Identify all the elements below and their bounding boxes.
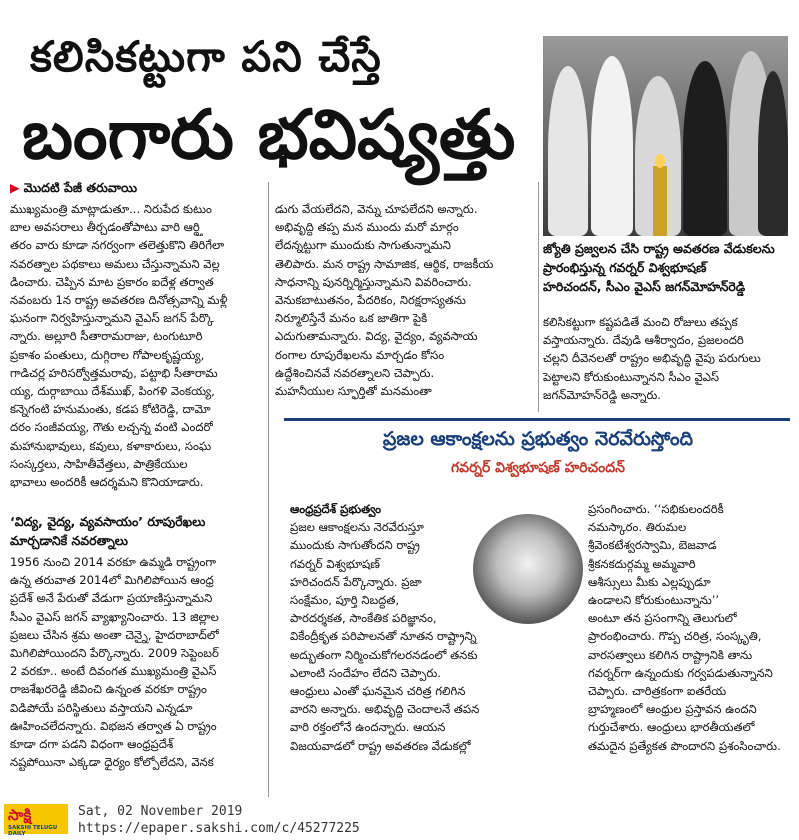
text-line: అంటూ తన ప్రసంగాన్ని తెలుగులో — [588, 611, 737, 626]
text-line: వికేంద్రీకృత పరిపాలనతో నూతన రాష్ట్రాన్ని — [290, 629, 477, 644]
subhead-line: ‘విద్య, వైద్య, వ్యవసాయం’ రూపురేఖలు — [10, 514, 206, 529]
subhead-line: మార్చడానికే నవరత్నాలు — [10, 533, 128, 548]
caption-line: ప్రారంభిస్తున్న గవర్నర్ విశ్వభూషణ్ — [543, 260, 707, 275]
text-line: తెలిపారు. మన రాష్ట్ర సామాజిక, ఆర్థిక, రాజకీయ — [275, 256, 494, 271]
box-subtitle: గవర్నర్ విశ్వభూషణ్ హరిచందన్ — [451, 460, 625, 476]
text-line: హరిచందన్ పేర్కొన్నారు. ప్రజా — [290, 574, 422, 589]
box-title: ప్రజల ఆకాంక్షలను ప్రభుత్వం నెరవేరుస్తోంది — [382, 428, 694, 450]
governor-column-right — [588, 500, 788, 755]
text-line: ఉద్దేశించినవే నవరత్నాలని చెప్పారు. — [275, 365, 435, 380]
text-line: డుగు వేయలేదని, వెన్ను చూపలేదని అన్నారు. — [275, 202, 478, 216]
text-line: విజయవాడలో రాష్ట్ర అవతరణ వేడుకల్లో — [290, 738, 471, 753]
continuation-kicker — [10, 180, 137, 199]
photo-caption — [543, 239, 788, 296]
text-line: కన్నెగంటి హనుమంతు, కడప కోటిరెడ్డి, దామో — [10, 402, 211, 417]
text-line: జగన్‌మోహన్‌రెడ్డి అన్నారు. — [543, 387, 661, 402]
article-column-2 — [275, 200, 535, 400]
text-line: వారి రక్తంలోనే ఉందన్నారు. ఆయన — [290, 720, 446, 735]
text-line: గవర్నర్‌గా ఉన్నందుకు గర్వపడుతున్నానని — [588, 665, 773, 680]
text-line: చల్లని దీవెనలతో రాష్ట్రం అభివృద్ధి వైపు పరుగులు — [543, 351, 761, 366]
text-line: గాడిచర్ల హరిసర్వోత్తమరావు, పట్టాభి సీతారామ — [10, 365, 218, 380]
text-line: తరం వారు కూడా నగర్వంగా తలెత్తుకొని తిరిగేలా — [10, 238, 225, 253]
text-line: ఉండాలని కోరుకుంటున్నాను’’ — [588, 593, 720, 608]
text-line: డించారు. చెప్పిన మాట ప్రకారం ఐదేళ్ల తర్వాత — [10, 274, 214, 289]
text-line: వారసత్వాలు కలిగిన రాష్ట్రానికి తాను — [588, 647, 753, 662]
column-divider — [268, 182, 269, 797]
sakshi-logo[interactable] — [4, 804, 68, 837]
logo-name: సాక్షి — [8, 806, 32, 824]
text-line: మహానుభావులు, కవులు, కళాకారులు, సంఘ — [10, 438, 212, 453]
text-line: పెట్టాలని కోరుకుంటున్నానని సీఎం వైఎస్ — [543, 369, 720, 384]
text-line: ఘనంగా నిర్వహిస్తున్నామని వైఎస్ జగన్ పేర్కొ — [10, 311, 214, 326]
text-line: ఆశీస్సులు మీకు ఎల్లప్పుడూ — [588, 574, 711, 589]
text-line: శ్రీకనకదుర్గమ్మ అమ్మవారి — [588, 556, 696, 571]
text-line: ఉన్న తరువాత 2014లో మిగిలిపోయిన ఆంధ్ర — [10, 573, 214, 588]
triangle-arrow-icon: ▶ — [10, 180, 20, 195]
text-line: సాధనాన్ని పునర్నిర్మిస్తున్నామని వివరించారు. — [275, 274, 472, 289]
article-column-1 — [10, 200, 265, 491]
text-line: ముఖ్యమంత్రి మాట్లాడుతూ... నిరుపేద కుటుం — [10, 202, 212, 216]
text-line: రాజశేఖరరెడ్డి జీవించి ఉన్నంత వరకూ రాష్ట్రం — [10, 682, 207, 697]
kicker-text: మొదటి పేజీ తరువాయి — [23, 180, 138, 195]
text-line: విడిపోయే పరిస్థితులు వస్తాయని ఎన్నడూ — [10, 700, 193, 715]
text-line: నష్టపోయినా ఎక్కడా ధైర్యం కోల్పోలేదని, వెనక — [10, 755, 214, 770]
text-line: య్య, దుర్గాబాయి దేశ్‌ముఖ్, పింగళి వెంకయ్య, — [10, 384, 215, 399]
text-line: ఎదుగుతామన్నారు. విద్య, వైద్యం, వ్యవసాయ — [275, 329, 478, 344]
logo-tagline: SAKSHI TELUGU DAILY — [8, 825, 58, 837]
article-column-3 — [543, 313, 788, 404]
text-line: ప్రకాశం పంతులు, దుగ్గిరాల గోపాలకృష్ణయ్య, — [10, 347, 205, 362]
text-line: ప్రజల ఆకాంక్షలను నెరవేరుస్తూ — [290, 520, 424, 535]
text-line: బాల అవసరాలు తీర్చడంతోపాటు వారి ఆర్థ్తి — [10, 220, 204, 235]
text-line: సీఎం వైఎస్ జగన్ వ్యాఖ్యానించారు. 13 జిల్లాల — [10, 609, 219, 624]
text-line: ఆంధ్రులు ఎంతో ఘనమైన చరిత్ర గలిగిన — [290, 684, 466, 699]
text-line: సంక్షేమం, పూర్తి నిబద్ధత, — [290, 593, 400, 608]
text-line: తమదైన ప్రత్యేకత పొందారని ప్రశంసించారు. — [588, 738, 781, 753]
text-line: ప్రదేశ్ అనే పేరుతో వేడుగా ప్రయాణిస్తున్నామని — [10, 591, 213, 606]
text-line: ప్రారంభించారు. గొప్ప చరిత్ర, సంస్కృతి, — [588, 629, 762, 644]
governor-column-left — [290, 500, 580, 755]
text-line: చెప్పారు. చారిత్రకంగా ఐతరేయ — [588, 684, 727, 699]
text-line: పారదర్శకత, సాంకేతిక పరిజ్ఞానం, — [290, 611, 437, 626]
text-line: అద్భుతంగా నిర్మించుకోగలరనడంలో తనకు — [290, 647, 478, 662]
text-line: గవర్నర్ విశ్వభూషణ్ — [290, 556, 380, 571]
text-line: నమస్కారం. తిరుమల — [588, 520, 687, 535]
text-line: నవరత్నాల పథకాలు అమలు చేస్తున్నామని వెల్ల — [10, 256, 220, 271]
text-line: ముందుకు సాగుతోందని రాష్ట్ర — [290, 538, 420, 553]
text-line: సంస్కర్తలు, సాహితీవేత్తలు, పాత్రికేయుల — [10, 456, 188, 471]
text-line: కలిసికట్టుగా కష్టపడితే మంచి రోజులు తప్పక — [543, 315, 738, 329]
text-line: లేదన్నట్టుగా ముందుకు సాగుతున్నామని — [275, 238, 451, 253]
text-line: మిగిలిపోయిందని పేర్కొన్నారు. 2009 సెప్టెంబర్ — [10, 646, 219, 661]
text-line: మహనీయుల స్ఫూర్తితో మనమంతా — [275, 384, 432, 399]
text-line: వెనుకబాటుతనం, పేదరికం, నిరక్షరాస్యతను — [275, 293, 466, 308]
text-line: వస్తాయన్నారు. దేవుడి ఆశీర్వాదం, ప్రజలందరి — [543, 333, 744, 348]
text-line: దరం సంజీవయ్య, గౌతు లచ్చన్న వంటి ఎందరో — [10, 420, 213, 435]
article-column-1b — [10, 553, 265, 771]
text-line: ఆంధ్రప్రదేశ్ ప్రభుత్వం — [290, 502, 382, 516]
headline-line-1: కలిసికట్టుగా పని చేస్తే — [30, 32, 382, 81]
text-line: నిర్మూలిస్తేనే మనం ఒక జాతిగా పైకి — [275, 311, 428, 326]
headline-line-2: బంగారు భవిష్యత్తు — [22, 96, 516, 175]
text-line: భావాలు అందరికీ ఆదర్శమని కొనియాడారు. — [10, 475, 204, 490]
column-divider — [538, 182, 539, 412]
text-line: శ్రీవెంకటేశ్వరస్వామి, బెజవాడ — [588, 538, 717, 553]
text-line: కూడా దగా పడని విధంగా ఆంధ్రప్రదేశ్ — [10, 737, 174, 752]
text-line: న్నారు. అల్లూరి సీతారామరాజు, టంగుటూరి — [10, 329, 203, 344]
edition-date: Sat, 02 November 2019 — [78, 804, 243, 819]
caption-line: హరిచందన్, సీఎం వైఎస్ జగన్‌మోహన్‌రెడ్డి — [543, 279, 746, 294]
text-line: ఎలాంటి సందేహం లేదని చెప్పారు. — [290, 665, 441, 680]
text-line: 2 వరకూ.. అంటే దివంగత ముఖ్యమంత్రి వైఎస్ — [10, 664, 217, 679]
text-line: ఊహించలేదన్నారు. విభజన తర్వాత ఏ రాష్ట్రం — [10, 718, 217, 733]
text-line: ప్రజలు చేసిన శ్రమ అంతా చెన్నై, హైదరాబాద్‌లో — [10, 627, 219, 642]
text-line: నవంబరు 1న రాష్ట్ర అవతరణ దినోత్సవాన్ని మళ్లీ — [10, 293, 228, 308]
text-line: అభివృద్ధి తప్ప మన ముందు మరో మార్గం — [275, 220, 459, 235]
lamp-lighting-photo — [543, 36, 788, 236]
text-line: రంగాల రూపురేఖలను మార్చడం కోసం — [275, 347, 445, 362]
clip-url-link[interactable]: https://epaper.sakshi.com/c/45277225 — [78, 821, 360, 836]
text-line: వారని అన్నారు. అభివృద్ధి చెందాలనే తపన — [290, 702, 480, 717]
text-line: బ్రాహ్మణంలో ఆంధ్రుల ప్రస్తావన ఉందని — [588, 702, 757, 717]
text-line: గుర్తుచేశారు. ఆంధ్రులు భారతీయతలో — [588, 720, 755, 735]
text-line: 1956 నుంచి 2014 వరకూ ఉమ్మడి రాష్ట్రంగా — [10, 555, 217, 569]
text-line: ప్రసంగించారు. ‘‘సభికులందరికీ — [588, 502, 724, 516]
section-subhead — [10, 512, 265, 550]
caption-line: జ్యోతి ప్రజ్వలన చేసి రాష్ట్ర అవతరణ వేడుకలను — [543, 241, 775, 256]
